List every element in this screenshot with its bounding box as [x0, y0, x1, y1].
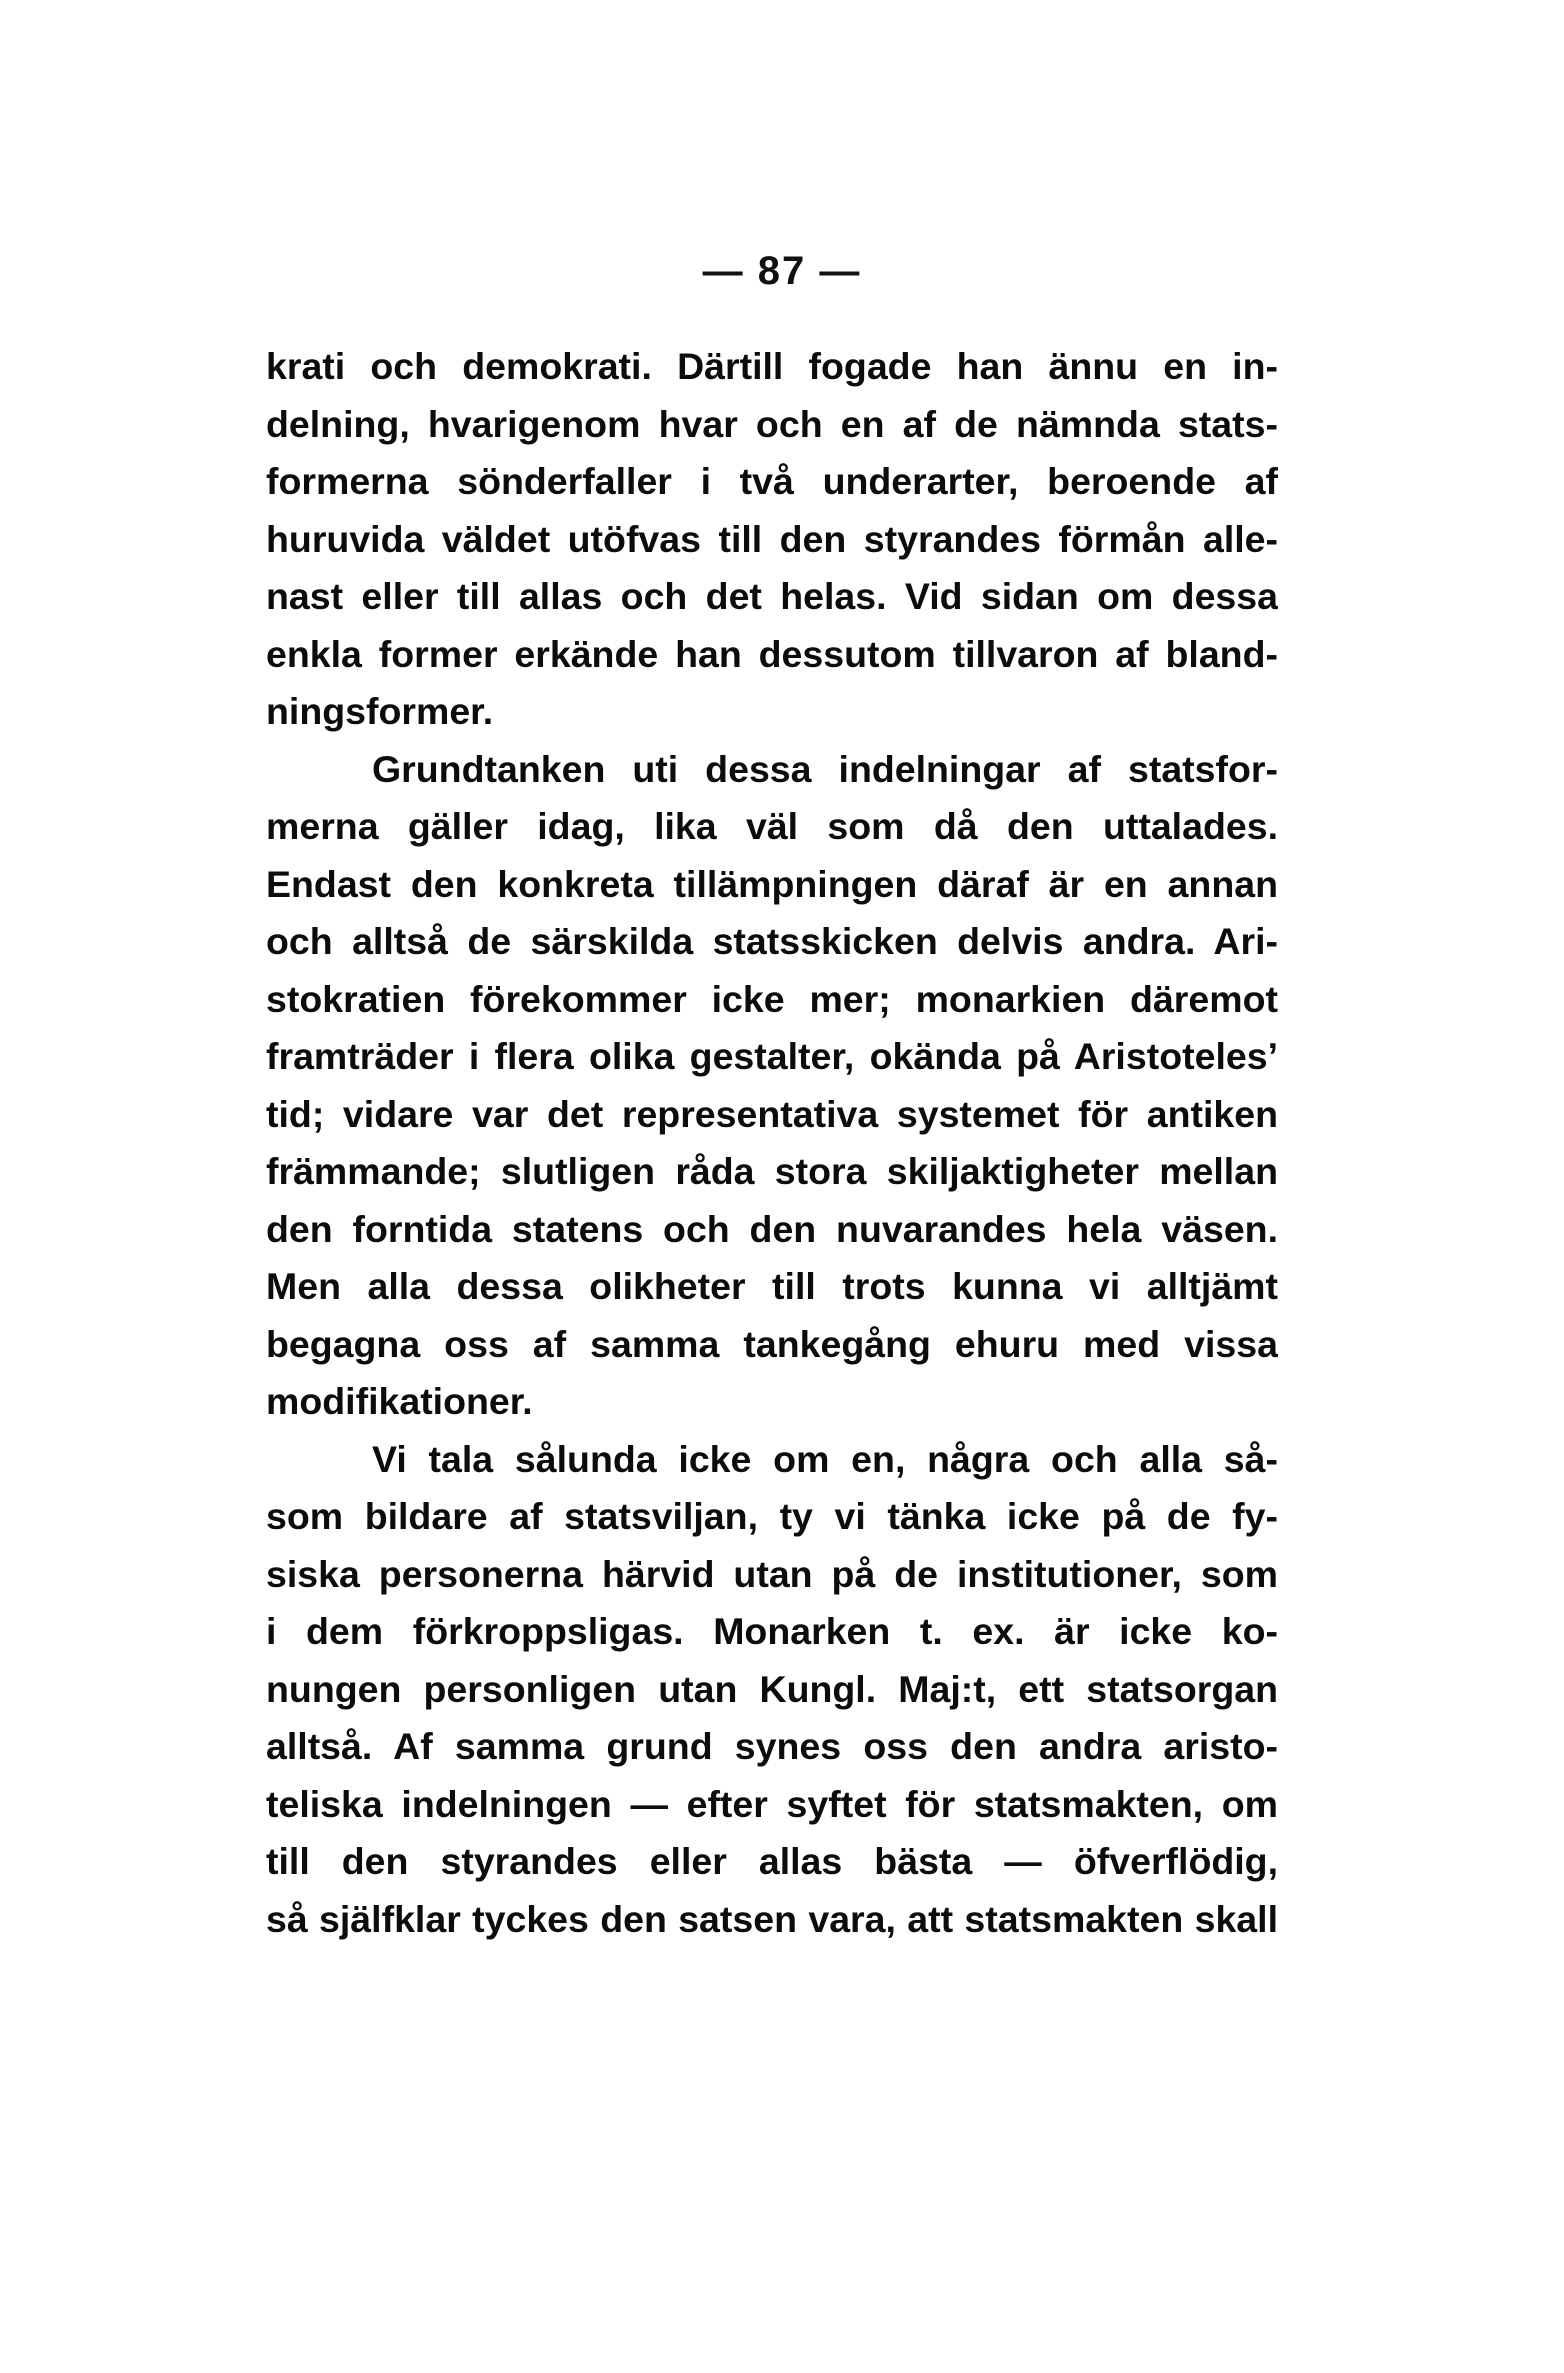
text-line: framträder i flera olika gestalter, okända på Aristoteles’ — [266, 1035, 1278, 1077]
text-line: Grundtanken uti dessa indelningar af statsfor- — [372, 747, 1278, 790]
paragraph-3 — [266, 1431, 1278, 1949]
text-line: modifikationer. — [266, 1380, 533, 1422]
text-line: Vi tala sålunda icke om en, några och alla så- — [372, 1437, 1278, 1480]
body-text — [266, 338, 1278, 1948]
text-line: Endast den konkreta tillämpningen däraf är en annan — [266, 862, 1278, 905]
text-line: främmande; slutligen råda stora skiljaktigheter mellan — [266, 1150, 1278, 1192]
page-number: — 87 — — [702, 249, 862, 293]
text-line: nungen personligen utan Kungl. Maj:t, ett statsorgan — [266, 1667, 1278, 1710]
text-line: Men alla dessa olikheter till trots kunna vi alltjämt — [266, 1265, 1278, 1307]
paragraph-1 — [266, 338, 1278, 741]
text-line: nast eller till allas och det helas. Vid sidan om dessa — [266, 575, 1278, 617]
text-line: krati och demokrati. Därtill fogade han ännu en in- — [266, 345, 1278, 387]
text-line: och alltså de särskilda statsskicken delvis andra. Ari- — [266, 920, 1278, 962]
text-line: delning, hvarigenom hvar och en af de nämnda stats- — [266, 402, 1278, 445]
text-line: ningsformer. — [266, 690, 494, 732]
text-line: siska personerna härvid utan på de institutioner, som — [266, 1552, 1278, 1595]
text-line: huruvida väldet utöfvas till den styrandes förmån alle- — [266, 517, 1278, 560]
text-line: i dem förkroppsligas. Monarken t. ex. är icke ko- — [266, 1610, 1278, 1652]
text-line: som bildare af statsviljan, ty vi tänka icke på de fy- — [266, 1495, 1278, 1537]
text-line: så själfklar tyckes den satsen vara, att statsmakten skall — [266, 1897, 1278, 1940]
text-line: tid; vidare var det representativa systemet för antiken — [266, 1092, 1278, 1135]
text-line: alltså. Af samma grund synes oss den andra aristo- — [266, 1725, 1278, 1767]
text-line: teliska indelningen — efter syftet för statsmakten, om — [266, 1782, 1278, 1825]
text-line: begagna oss af samma tankegång ehuru med vissa — [266, 1322, 1278, 1365]
text-line: den forntida statens och den nuvarandes hela väsen. — [266, 1207, 1278, 1250]
text-line: stokratien förekommer icke mer; monarkien däremot — [266, 977, 1278, 1020]
paragraph-2 — [266, 741, 1278, 1431]
text-line: merna gäller idag, lika väl som då den uttalades. — [266, 805, 1278, 847]
text-line: formerna sönderfaller i två underarter, beroende af — [266, 460, 1278, 502]
text-line: enkla former erkände han dessutom tillvaron af bland- — [266, 632, 1278, 675]
text-line: till den styrandes eller allas bästa — öfverflödig, — [266, 1840, 1278, 1882]
